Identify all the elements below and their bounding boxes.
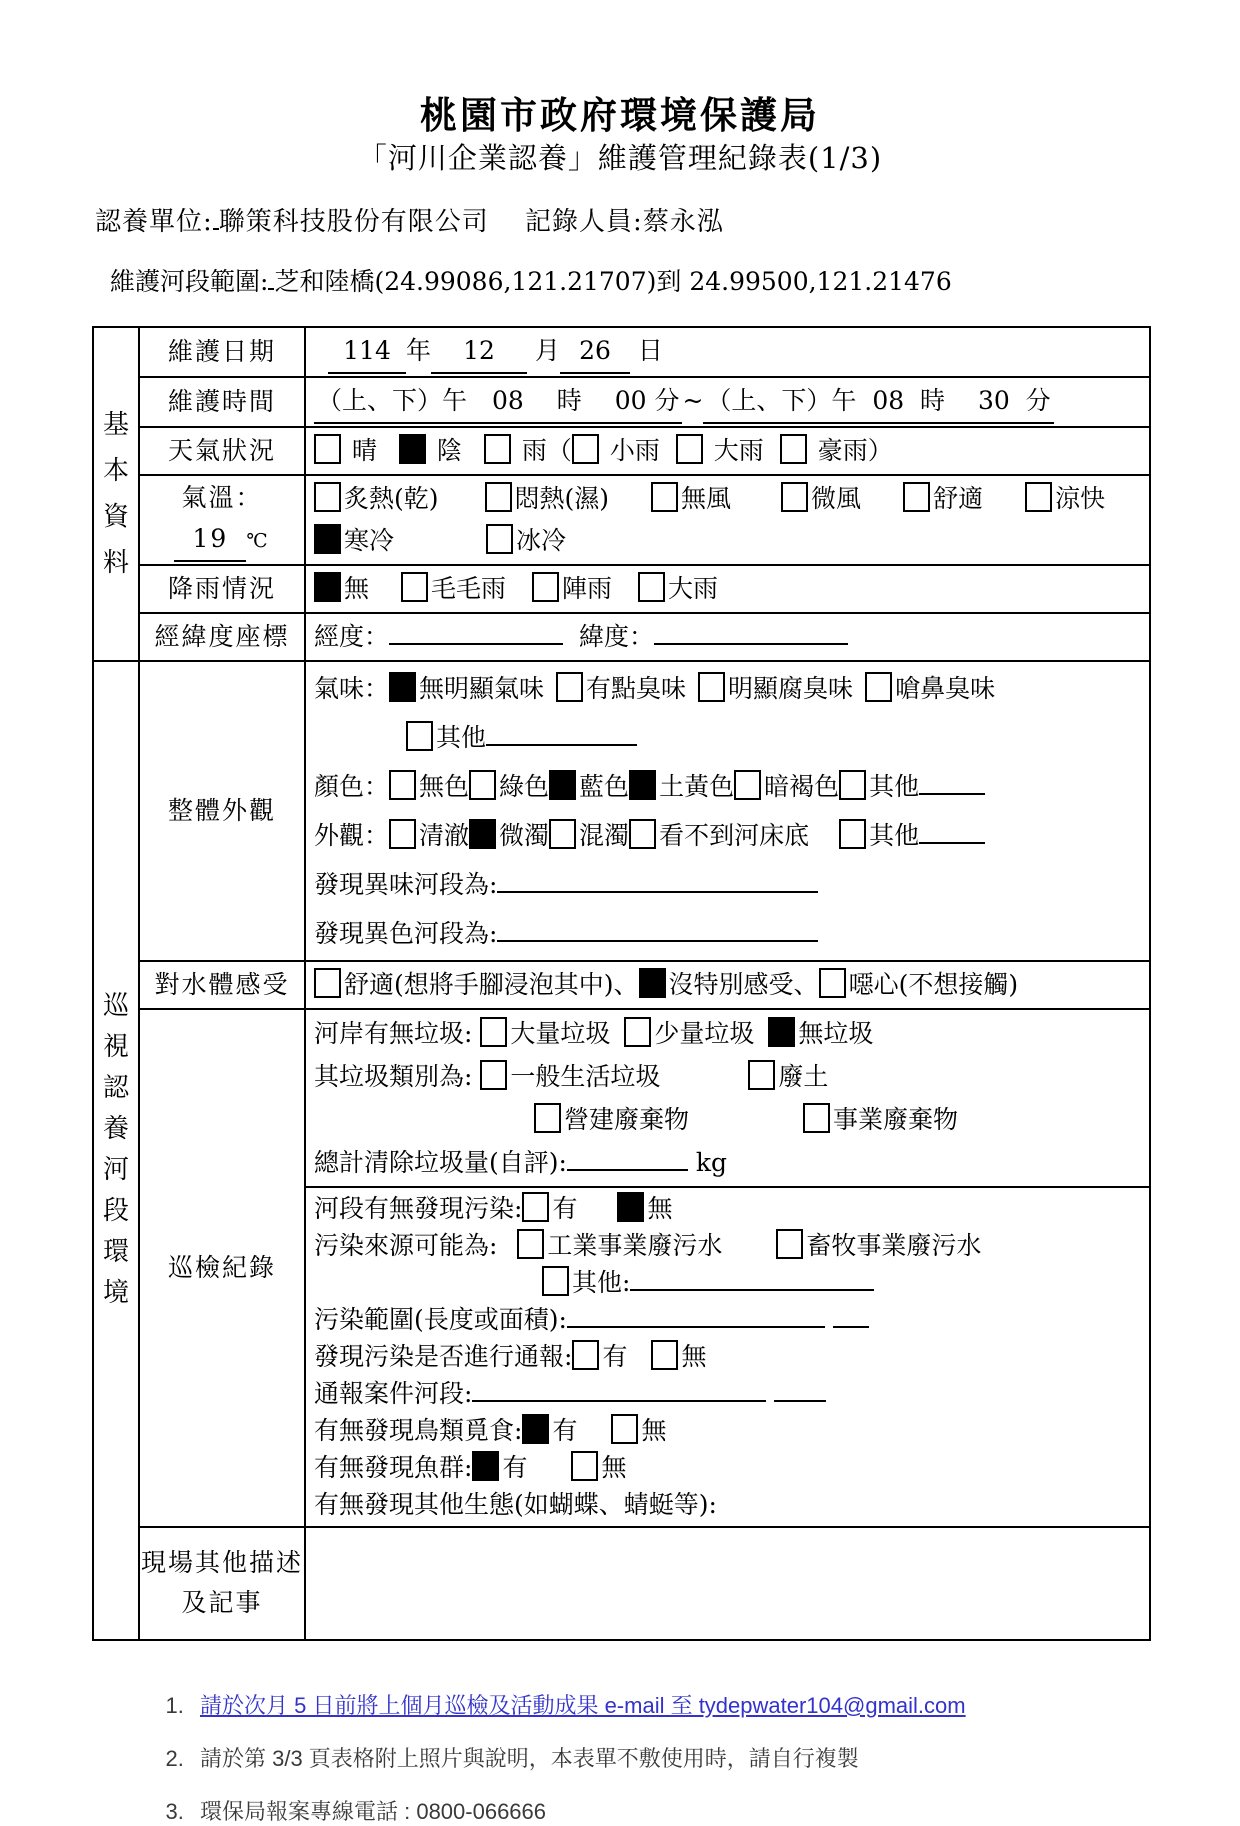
checkbox-label: 有 <box>602 1341 628 1371</box>
blank-field <box>389 643 563 645</box>
section-patrol <box>93 661 139 1640</box>
checkbox-label: 綠色 <box>499 771 550 801</box>
checkbox-icon <box>571 1451 598 1481</box>
checkbox-icon <box>903 482 930 512</box>
checkbox-icon <box>624 1017 651 1047</box>
form-line <box>314 1098 1141 1141</box>
text: 有無發現鳥類覓食: <box>314 1415 523 1445</box>
blank-field <box>486 744 637 746</box>
text: 通報案件河段: <box>314 1378 473 1408</box>
blank-field: 19 <box>174 518 246 562</box>
checkbox-label: 涼快 <box>1055 483 1106 513</box>
section-basic-info <box>93 327 139 661</box>
text: 發現異味河段為: <box>314 869 498 899</box>
checkbox-label: 畜牧事業廢污水 <box>806 1230 982 1260</box>
checkbox-checked-icon <box>617 1192 644 1222</box>
checkbox-label: 清澈 <box>419 820 470 850</box>
checkbox-icon <box>522 1192 549 1222</box>
text: 氣味： <box>314 673 390 703</box>
form-line <box>314 1449 1141 1486</box>
row-label-maintenance-time: 維護時間 <box>139 377 305 427</box>
form-line <box>314 330 1141 374</box>
checkbox-icon <box>532 572 559 602</box>
checkbox-label: 事業廢棄物 <box>833 1104 959 1134</box>
checkbox-checked-icon <box>469 819 496 849</box>
checkbox-icon <box>534 1103 561 1133</box>
checkbox-checked-icon <box>768 1017 795 1047</box>
checkbox-checked-icon <box>549 770 576 800</box>
checkbox-label: 無風 <box>681 483 732 513</box>
checkbox-icon <box>314 968 341 998</box>
checkbox-label: 土黃色 <box>659 771 735 801</box>
checkbox-checked-icon <box>314 524 341 554</box>
row-label-coordinates: 經緯度座標 <box>139 613 305 661</box>
footer-note-3: 3. 環保局報案專線電話 : 0800-066666 <box>190 1795 1240 1826</box>
footer-note-1 <box>190 1689 1240 1720</box>
blank-field <box>472 1400 766 1402</box>
checkbox-label: 有 <box>502 1452 528 1482</box>
checkbox-label: 悶熱(濕) <box>514 483 610 513</box>
checkbox-icon <box>480 1017 507 1047</box>
checkbox-label: 舒適 <box>933 483 984 513</box>
checkbox-checked-icon <box>472 1451 499 1481</box>
blank-field <box>497 940 818 942</box>
blank-field <box>919 793 985 795</box>
blank-field <box>654 643 848 645</box>
checkbox-label: 廢土 <box>778 1061 829 1091</box>
checkbox-icon <box>480 1060 507 1090</box>
section-basic-info-label: 基本資料 <box>102 409 129 578</box>
record-table <box>92 326 1151 1641</box>
adopter-label: 認養單位: <box>95 206 213 237</box>
form-title: 「河川企業認養」維護管理紀錄表(1/3) <box>357 141 883 176</box>
form-line <box>314 1301 1141 1338</box>
checkbox-label: 無垃圾 <box>798 1018 874 1048</box>
blank-field <box>630 1289 874 1291</box>
form-line <box>314 430 1141 472</box>
checkbox-label: 微風 <box>811 483 862 513</box>
river-range-line <box>110 262 1240 298</box>
checkbox-label: 一般生活垃圾 <box>510 1061 661 1091</box>
text: 河岸有無垃圾: <box>314 1018 481 1048</box>
form-line <box>314 1486 1141 1523</box>
footer-notes <box>150 1689 1240 1826</box>
text: 日 <box>629 335 663 365</box>
blank-field: （上、下）午 08 時 30 分 <box>703 380 1053 424</box>
text: 其垃圾類別為: <box>314 1061 481 1091</box>
maintenance-date-cell <box>305 327 1150 377</box>
maintenance-time-cell <box>305 377 1150 427</box>
agency-title: 桃園市政府環境保護局 <box>420 93 820 137</box>
blank-field <box>919 842 985 844</box>
row-label-water-feeling: 對水體感受 <box>139 961 305 1009</box>
text: 發現異色河段為: <box>314 918 498 948</box>
river-range-label: 維護河段範圍: <box>110 266 269 296</box>
checkbox-icon <box>734 770 761 800</box>
form-line <box>314 1227 1141 1264</box>
other-notes-cell <box>305 1527 1150 1640</box>
checkbox-icon <box>611 1414 638 1444</box>
form-line <box>314 909 1141 958</box>
form-line <box>314 1375 1141 1412</box>
text: 有無發現其他生態(如蝴蝶、蜻蜓等): <box>314 1489 717 1519</box>
blank-field <box>833 1326 869 1328</box>
text: 污染範圍(長度或面積): <box>314 1304 567 1334</box>
checkbox-icon <box>469 770 496 800</box>
email-link[interactable]: 請於次月 5 日前將上個月巡檢及活動成果 e-mail 至 tydepwater104@gmail.com <box>200 1692 966 1718</box>
coordinates-cell <box>305 613 1150 661</box>
row-label-overall-appearance: 整體外觀 <box>139 661 305 961</box>
checkbox-icon <box>314 434 341 464</box>
checkbox-icon <box>776 1229 803 1259</box>
pollution-record-cell <box>305 1187 1150 1527</box>
checkbox-checked-icon <box>399 434 426 464</box>
section-patrol-label: 巡視認養河段環境 <box>102 991 129 1309</box>
checkbox-label: 無 <box>344 573 370 603</box>
checkbox-label: 嗆鼻臭味 <box>895 673 996 703</box>
text: kg <box>687 1147 728 1177</box>
checkbox-label: 寒冷 <box>344 525 395 555</box>
checkbox-label: 大雨 <box>668 573 719 603</box>
form-line <box>141 518 303 562</box>
checkbox-label: 無明顯氣味 <box>419 673 545 703</box>
checkbox-label: 陣雨 <box>562 573 613 603</box>
text: （ <box>546 435 572 465</box>
form-line <box>314 1264 1141 1301</box>
blank-field <box>774 1400 826 1402</box>
form-line <box>314 520 1141 562</box>
checkbox-label: 工業事業廢污水 <box>547 1230 723 1260</box>
checkbox-label: 其他 <box>869 820 920 850</box>
checkbox-icon <box>819 968 846 998</box>
checkbox-label: 冰冷 <box>516 525 567 555</box>
checkbox-checked-icon <box>314 572 341 602</box>
checkbox-label: 看不到河床底 <box>659 820 810 850</box>
text: ~ <box>682 385 704 415</box>
text: 污染來源可能為: <box>314 1230 506 1260</box>
form-line <box>314 1412 1141 1449</box>
form-line <box>314 664 1141 713</box>
row-label-other-notes: 現場其他描述及記事 <box>139 1527 305 1640</box>
spacer <box>489 207 525 237</box>
adopter-line <box>95 201 1240 238</box>
form-line <box>314 1012 1141 1055</box>
blank-field: 26 <box>560 330 630 374</box>
temperature-cell <box>305 475 1150 565</box>
checkbox-label: 少量垃圾 <box>654 1018 755 1048</box>
checkbox-label: 雨 <box>513 435 547 465</box>
checkbox-label: 有 <box>552 1193 578 1223</box>
blank-field: 12 <box>431 330 527 374</box>
checkbox-icon <box>542 1266 569 1296</box>
checkbox-label: 其他 <box>436 722 487 752</box>
blank-field <box>567 1169 688 1171</box>
checkbox-label: 大量垃圾 <box>510 1018 611 1048</box>
checkbox-checked-icon <box>389 672 416 702</box>
garbage-record-cell <box>305 1009 1150 1187</box>
checkbox-icon <box>486 524 513 554</box>
row-label-weather: 天氣狀況 <box>139 427 305 475</box>
text: 、 <box>613 969 639 999</box>
document-header <box>0 0 1240 179</box>
checkbox-icon <box>389 819 416 849</box>
checkbox-icon <box>406 721 433 751</box>
checkbox-label: 舒適(想將手腳浸泡其中) <box>344 969 614 999</box>
checkbox-label: 噁心(不想接觸) <box>848 969 1019 999</box>
checkbox-label: 沒特別感受 <box>668 969 794 999</box>
text: 年 <box>406 335 432 365</box>
blank-field: （上、下）午 08 時 00 分 <box>314 380 682 424</box>
checkbox-icon <box>676 434 703 464</box>
checkbox-icon <box>484 434 511 464</box>
text: 有無發現魚群: <box>314 1452 473 1482</box>
checkbox-label: 小雨 <box>601 435 660 465</box>
unit-text: ℃ <box>246 529 270 552</box>
checkbox-icon <box>698 672 725 702</box>
text: 外觀： <box>314 820 390 850</box>
form-line <box>314 762 1141 811</box>
checkbox-checked-icon <box>639 968 666 998</box>
text: 總計清除垃圾量(自評): <box>314 1147 567 1177</box>
checkbox-icon <box>549 819 576 849</box>
row-label-maintenance-date: 維護日期 <box>139 327 305 377</box>
form-line <box>314 380 1141 424</box>
adopter-value: 聯策科技股份有限公司 <box>218 206 489 237</box>
form-line <box>314 568 1141 610</box>
checkbox-icon <box>572 1340 599 1370</box>
form-line <box>314 1055 1141 1098</box>
form-line <box>314 1190 1141 1227</box>
blank-field: 114 <box>328 330 406 374</box>
text: 顏色： <box>314 771 390 801</box>
checkbox-icon <box>780 434 807 464</box>
checkbox-label: 陰 <box>428 435 462 465</box>
river-range-value: 芝和陸橋(24.99086,121.21707)到 24.99500,121.21476 <box>274 266 952 296</box>
temperature-value-line <box>141 518 303 562</box>
checkbox-label: 暗褐色 <box>764 771 840 801</box>
checkbox-icon <box>748 1060 775 1090</box>
checkbox-checked-icon <box>629 770 656 800</box>
checkbox-icon <box>314 482 341 512</box>
text <box>825 1305 833 1334</box>
rainfall-cell <box>305 565 1150 613</box>
weather-cell <box>305 427 1150 475</box>
blank-field <box>567 1326 825 1328</box>
checkbox-icon <box>517 1229 544 1259</box>
checkbox-icon <box>839 819 866 849</box>
form-line <box>314 1338 1141 1375</box>
row-label-temperature <box>139 475 305 565</box>
checkbox-icon <box>865 672 892 702</box>
form-line <box>314 811 1141 860</box>
text <box>766 1379 774 1408</box>
checkbox-icon <box>651 482 678 512</box>
checkbox-label: 有 <box>552 1415 578 1445</box>
form-line <box>314 964 1141 1006</box>
overall-appearance-cell <box>305 661 1150 961</box>
text: 緯度： <box>579 621 655 651</box>
checkbox-label: 藍色 <box>579 771 630 801</box>
checkbox-label: 其他: <box>572 1267 631 1297</box>
checkbox-icon <box>401 572 428 602</box>
checkbox-label: 混濁 <box>579 820 630 850</box>
checkbox-label: 無 <box>601 1452 627 1482</box>
checkbox-icon <box>781 482 808 512</box>
checkbox-label: 微濁 <box>499 820 550 850</box>
checkbox-label: 無 <box>681 1341 707 1371</box>
checkbox-label: 毛毛雨 <box>431 573 507 603</box>
checkbox-icon <box>572 434 599 464</box>
row-label-rainfall: 降雨情況 <box>139 565 305 613</box>
text: ） <box>867 435 893 465</box>
checkbox-icon <box>1025 482 1052 512</box>
checkbox-label: 其他 <box>869 771 920 801</box>
checkbox-icon <box>556 672 583 702</box>
form-line <box>314 616 1141 658</box>
form-line <box>314 1141 1141 1184</box>
text: 、 <box>793 969 819 999</box>
footer-note-2: 2. 請於第 3/3 頁表格附上照片與說明，本表單不敷使用時，請自行複製 <box>190 1742 1240 1773</box>
checkbox-icon <box>629 819 656 849</box>
checkbox-label: 無 <box>641 1415 667 1445</box>
checkbox-label: 無 <box>647 1193 673 1223</box>
checkbox-icon <box>651 1340 678 1370</box>
checkbox-icon <box>485 482 512 512</box>
recorder-value: 蔡永泓 <box>642 206 724 237</box>
text: 發現污染是否進行通報: <box>314 1341 573 1371</box>
checkbox-label: 晴 <box>344 435 377 465</box>
form-line <box>314 478 1141 520</box>
checkbox-checked-icon <box>522 1414 549 1444</box>
checkbox-label: 明顯腐臭味 <box>728 673 854 703</box>
checkbox-label: 炙熱(乾) <box>344 483 439 513</box>
water-feeling-cell <box>305 961 1150 1009</box>
checkbox-icon <box>839 770 866 800</box>
text: 經度： <box>314 621 390 651</box>
checkbox-icon <box>638 572 665 602</box>
checkbox-label: 有點臭味 <box>586 673 687 703</box>
checkbox-label: 營建廢棄物 <box>564 1104 690 1134</box>
recorder-label: 記錄人員: <box>525 206 643 237</box>
checkbox-icon <box>389 770 416 800</box>
form-line <box>314 713 1141 762</box>
checkbox-label: 大雨 <box>705 435 764 465</box>
form-line <box>314 860 1141 909</box>
checkbox-label: 豪雨 <box>809 435 868 465</box>
checkbox-icon <box>803 1103 830 1133</box>
text: 月 <box>527 335 560 365</box>
text: 河段有無發現污染: <box>314 1193 523 1223</box>
checkbox-label: 無色 <box>419 771 470 801</box>
blank-field <box>497 891 818 893</box>
row-label-patrol-record: 巡檢紀錄 <box>139 1009 305 1527</box>
temperature-label: 氣溫： <box>181 482 263 512</box>
